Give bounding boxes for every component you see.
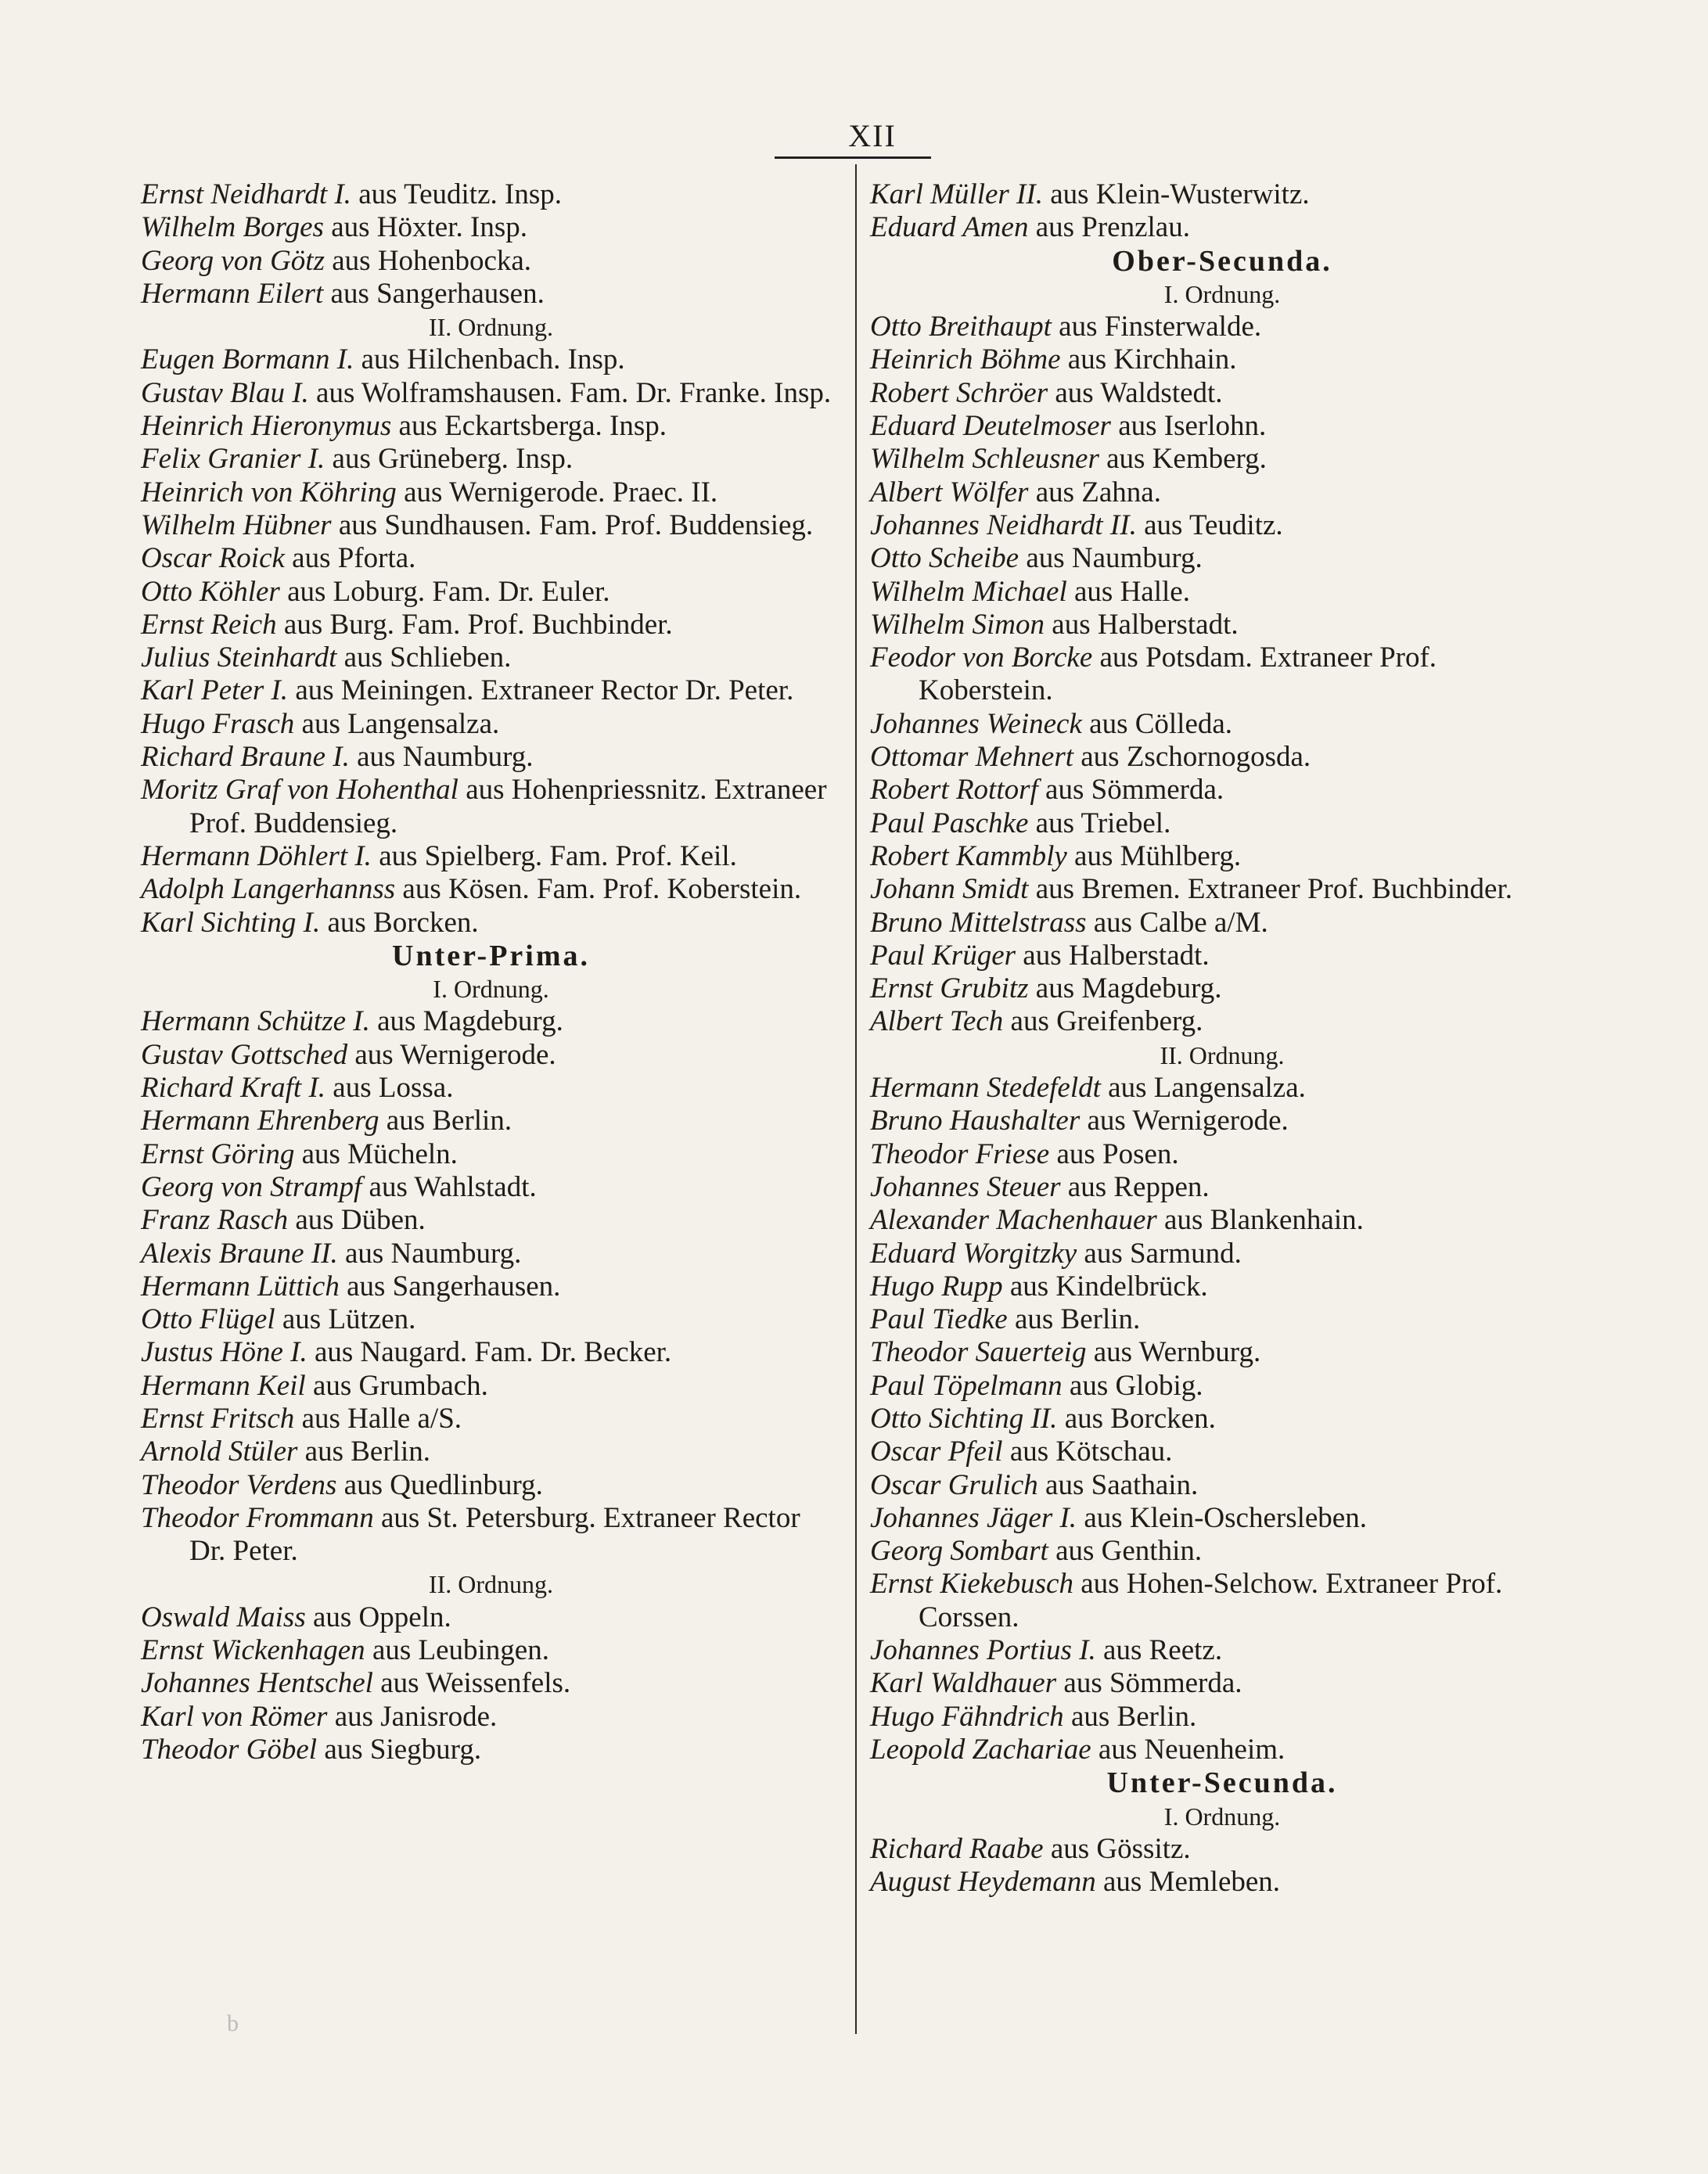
student-name: Otto Breithaupt bbox=[870, 311, 1052, 343]
list-item bbox=[141, 178, 841, 211]
student-origin: aus Sömmerda. bbox=[1045, 774, 1224, 807]
student-origin: aus Langensalza. bbox=[301, 707, 500, 740]
student-name: Paul Paschke bbox=[870, 807, 1029, 839]
student-origin: aus Mücheln. bbox=[301, 1137, 458, 1170]
list-item bbox=[141, 476, 841, 509]
student-origin: aus Loburg. Fam. Dr. Euler. bbox=[287, 575, 610, 608]
student-name: Johannes Neidhardt II. bbox=[870, 508, 1137, 541]
student-origin: aus Reetz. bbox=[1103, 1634, 1223, 1667]
list-item bbox=[141, 410, 841, 443]
student-origin: aus Kemberg. bbox=[1106, 443, 1267, 476]
student-name: Felix Granier I. bbox=[141, 443, 325, 476]
list-item bbox=[141, 609, 841, 641]
student-origin: aus Prenzlau. bbox=[1035, 211, 1190, 244]
student-origin: aus Globig. bbox=[1069, 1369, 1203, 1402]
student-origin: aus Magdeburg. bbox=[1035, 972, 1222, 1005]
list-item bbox=[870, 741, 1574, 774]
list-item bbox=[870, 1833, 1574, 1866]
student-origin: aus Gössitz. bbox=[1050, 1832, 1191, 1865]
student-name: Otto Sichting II. bbox=[870, 1402, 1058, 1435]
student-origin: aus Borcken. bbox=[1064, 1402, 1216, 1435]
list-item bbox=[870, 509, 1574, 542]
student-origin: aus Oppeln. bbox=[312, 1601, 451, 1633]
list-item bbox=[870, 1336, 1574, 1369]
list-item bbox=[141, 1270, 841, 1303]
student-origin: aus Mühlberg. bbox=[1074, 839, 1242, 872]
list-item bbox=[870, 1667, 1574, 1700]
student-name: Wilhelm Borges bbox=[141, 211, 324, 244]
list-item bbox=[141, 774, 841, 840]
student-origin: aus Kösen. Fam. Prof. Koberstein. bbox=[402, 873, 802, 906]
student-origin: aus Posen. bbox=[1056, 1137, 1179, 1170]
student-origin: aus Zahna. bbox=[1035, 476, 1161, 508]
student-origin: aus Kötschau. bbox=[1009, 1436, 1173, 1468]
student-origin: aus Halle. bbox=[1074, 575, 1190, 608]
list-item bbox=[870, 873, 1574, 906]
student-name: Justus Höne I. bbox=[141, 1336, 307, 1369]
student-name: Richard Raabe bbox=[870, 1832, 1044, 1865]
list-item bbox=[141, 1171, 841, 1204]
list-item bbox=[141, 1469, 841, 1502]
list-item bbox=[141, 542, 841, 575]
student-name: Hermann Eilert bbox=[141, 277, 324, 310]
student-origin: aus Schlieben. bbox=[343, 641, 512, 674]
student-origin: aus Naumburg. bbox=[344, 1237, 522, 1270]
list-item bbox=[870, 774, 1574, 807]
student-name: Oscar Grulich bbox=[870, 1468, 1038, 1501]
list-item bbox=[141, 674, 841, 707]
list-item bbox=[141, 443, 841, 476]
student-origin: aus Quedlinburg. bbox=[343, 1468, 543, 1501]
list-item bbox=[141, 873, 841, 906]
student-name: Adolph Langerhannss bbox=[141, 873, 396, 906]
student-name: Eduard Worgitzky bbox=[870, 1237, 1077, 1270]
student-origin: aus Berlin. bbox=[386, 1105, 512, 1137]
list-item bbox=[870, 1370, 1574, 1403]
student-origin: aus Grumbach. bbox=[312, 1369, 488, 1402]
student-name: Otto Scheibe bbox=[870, 542, 1019, 575]
student-origin: aus Genthin. bbox=[1055, 1535, 1203, 1568]
student-name: Hugo Rupp bbox=[870, 1270, 1003, 1303]
class-heading: Unter-Secunda. bbox=[1106, 1766, 1338, 1800]
student-origin: aus Leubingen. bbox=[372, 1634, 549, 1667]
list-item bbox=[141, 1105, 841, 1137]
student-origin: aus Klein-Wusterwitz. bbox=[1050, 178, 1310, 210]
student-origin: aus Memleben. bbox=[1103, 1866, 1281, 1899]
student-name: Ernst Neidhardt I. bbox=[141, 178, 351, 210]
student-origin: aus Grüneberg. Insp. bbox=[332, 443, 574, 476]
class-heading: Unter-Prima. bbox=[392, 939, 590, 972]
student-name: August Heydemann bbox=[870, 1866, 1096, 1899]
student-name: Karl Müller II. bbox=[870, 178, 1043, 210]
student-name: Johannes Hentschel bbox=[141, 1667, 373, 1700]
student-name: Franz Rasch bbox=[141, 1204, 289, 1237]
student-name: Johannes Jäger I. bbox=[870, 1501, 1077, 1534]
student-origin: aus Naumburg. bbox=[357, 741, 534, 774]
student-name: Theodor Friese bbox=[870, 1137, 1050, 1170]
student-origin: aus Naugard. Fam. Dr. Becker. bbox=[314, 1336, 672, 1369]
student-name: Paul Töpelmann bbox=[870, 1369, 1063, 1402]
student-origin: aus Berlin. bbox=[1014, 1303, 1141, 1336]
order-subheading: II. Ordnung. bbox=[428, 313, 554, 342]
student-origin: aus Sundhausen. Fam. Prof. Buddensieg. bbox=[338, 508, 814, 541]
student-origin: aus Wernburg. bbox=[1093, 1336, 1261, 1369]
student-origin: aus Halberstadt. bbox=[1023, 939, 1210, 972]
student-name: Ottomar Mehnert bbox=[870, 741, 1073, 774]
order-subheading: II. Ordnung. bbox=[428, 1570, 554, 1599]
student-origin: aus Neuenheim. bbox=[1098, 1733, 1285, 1766]
list-item bbox=[870, 178, 1574, 211]
student-name: Ernst Grubitz bbox=[870, 972, 1029, 1005]
student-origin: aus Berlin. bbox=[304, 1436, 430, 1468]
list-item bbox=[141, 1734, 841, 1766]
list-item bbox=[870, 443, 1574, 476]
student-name: Robert Kammbly bbox=[870, 839, 1067, 872]
student-name: Hermann Keil bbox=[141, 1369, 306, 1402]
list-item bbox=[141, 245, 841, 278]
student-name: Hugo Fähndrich bbox=[870, 1700, 1064, 1733]
student-origin: aus Eckartsberga. Insp. bbox=[398, 410, 667, 443]
student-origin: aus Borcken. bbox=[327, 906, 479, 939]
student-origin: aus Cölleda. bbox=[1089, 707, 1233, 740]
order-subheading: I. Ordnung. bbox=[1163, 1802, 1281, 1831]
list-item bbox=[870, 641, 1574, 708]
list-item bbox=[870, 1866, 1574, 1899]
student-name: Ernst Wickenhagen bbox=[141, 1634, 365, 1667]
student-name: Karl von Römer bbox=[141, 1700, 328, 1733]
student-origin: aus Pforta. bbox=[292, 542, 416, 575]
list-item bbox=[141, 1303, 841, 1336]
list-item bbox=[870, 1436, 1574, 1468]
student-origin: aus Düben. bbox=[295, 1204, 426, 1237]
student-name: Johannes Portius I. bbox=[870, 1634, 1096, 1667]
list-item bbox=[870, 476, 1574, 509]
list-item bbox=[141, 1403, 841, 1436]
student-name: Heinrich Hieronymus bbox=[141, 410, 392, 443]
student-name: Albert Tech bbox=[870, 1005, 1004, 1038]
student-origin: aus Halle a/S. bbox=[301, 1402, 462, 1435]
list-item bbox=[870, 807, 1574, 840]
list-item bbox=[141, 1667, 841, 1700]
student-name: Leopold Zachariae bbox=[870, 1733, 1091, 1766]
student-name: Bruno Haushalter bbox=[870, 1105, 1081, 1137]
list-item bbox=[141, 1436, 841, 1468]
list-item bbox=[870, 1171, 1574, 1204]
student-origin: aus Sangerhausen. bbox=[330, 277, 545, 310]
list-item bbox=[870, 343, 1574, 376]
student-name: Karl Peter I. bbox=[141, 674, 289, 707]
student-origin: aus St. Petersburg. Extraneer Rector Dr. Peter. bbox=[189, 1501, 800, 1568]
list-item bbox=[870, 377, 1574, 410]
student-name: Hermann Stedefeldt bbox=[870, 1072, 1101, 1105]
student-origin: aus Höxter. Insp. bbox=[331, 211, 527, 244]
student-name: Wilhelm Michael bbox=[870, 575, 1067, 608]
student-name: Johann Smidt bbox=[870, 873, 1029, 906]
list-item bbox=[870, 1204, 1574, 1237]
list-item bbox=[870, 609, 1574, 641]
list-item bbox=[141, 1039, 841, 1072]
student-name: Arnold Stüler bbox=[141, 1436, 298, 1468]
list-item bbox=[141, 1370, 841, 1403]
left-column bbox=[141, 178, 841, 1766]
student-origin: aus Meiningen. Extraneer Rector Dr. Peter. bbox=[295, 674, 794, 707]
student-name: Bruno Mittelstrass bbox=[870, 906, 1087, 939]
student-name: Johannes Weineck bbox=[870, 707, 1082, 740]
list-item bbox=[141, 343, 841, 376]
list-item bbox=[870, 1502, 1574, 1535]
list-item bbox=[870, 311, 1574, 343]
student-name: Richard Kraft I. bbox=[141, 1072, 326, 1105]
list-item bbox=[141, 509, 841, 542]
student-name: Otto Flügel bbox=[141, 1303, 275, 1336]
student-origin: aus Wernigerode. bbox=[1087, 1105, 1289, 1137]
student-origin: aus Blankenhain. bbox=[1164, 1204, 1364, 1237]
page-number: XII bbox=[848, 118, 897, 153]
right-column bbox=[870, 178, 1574, 1899]
student-name: Theodor Frommann bbox=[141, 1501, 374, 1534]
list-item bbox=[870, 542, 1574, 575]
student-name: Georg von Strampf bbox=[141, 1170, 362, 1203]
student-name: Albert Wölfer bbox=[870, 476, 1029, 508]
list-item bbox=[141, 1502, 841, 1569]
student-origin: aus Spielberg. Fam. Prof. Keil. bbox=[379, 839, 737, 872]
student-origin: aus Janisrode. bbox=[334, 1700, 498, 1733]
student-origin: aus Teuditz. bbox=[1144, 508, 1283, 541]
list-item bbox=[141, 1601, 841, 1634]
student-name: Ernst Reich bbox=[141, 608, 277, 641]
student-name: Oscar Roick bbox=[141, 542, 285, 575]
student-origin: aus Hohenbocka. bbox=[332, 244, 532, 277]
student-name: Theodor Göbel bbox=[141, 1733, 318, 1766]
student-origin: aus Wolframshausen. Fam. Dr. Franke. Insp. bbox=[316, 376, 832, 409]
list-item bbox=[141, 1336, 841, 1369]
list-item bbox=[141, 708, 841, 741]
student-origin: aus Reppen. bbox=[1067, 1170, 1210, 1203]
list-item bbox=[870, 1701, 1574, 1734]
list-item bbox=[141, 1701, 841, 1734]
student-origin: aus Halberstadt. bbox=[1052, 608, 1239, 641]
student-name: Moritz Graf von Hohenthal bbox=[141, 774, 458, 807]
student-name: Wilhelm Simon bbox=[870, 608, 1045, 641]
list-item bbox=[141, 1138, 841, 1171]
list-item bbox=[141, 907, 841, 940]
list-item bbox=[141, 576, 841, 609]
list-item bbox=[141, 1634, 841, 1667]
list-item bbox=[870, 1270, 1574, 1303]
student-origin: aus Kindelbrück. bbox=[1009, 1270, 1208, 1303]
list-item bbox=[870, 1403, 1574, 1436]
list-item bbox=[870, 940, 1574, 972]
list-item bbox=[141, 641, 841, 674]
student-name: Ernst Göring bbox=[141, 1137, 295, 1170]
student-origin: aus Sarmund. bbox=[1084, 1237, 1242, 1270]
student-name: Otto Köhler bbox=[141, 575, 280, 608]
list-item bbox=[141, 1072, 841, 1105]
list-item bbox=[141, 377, 841, 410]
student-origin: aus Potsdam. Extraneer Prof. Koberstein. bbox=[919, 641, 1437, 707]
student-origin: aus Triebel. bbox=[1035, 807, 1171, 839]
list-item bbox=[870, 1238, 1574, 1270]
student-name: Robert Rottorf bbox=[870, 774, 1038, 807]
student-name: Alexander Machenhauer bbox=[870, 1204, 1157, 1237]
list-item bbox=[141, 840, 841, 873]
student-name: Hermann Döhlert I. bbox=[141, 839, 372, 872]
student-name: Wilhelm Schleusner bbox=[870, 443, 1099, 476]
header-rule bbox=[775, 156, 931, 159]
student-origin: aus Wernigerode. bbox=[354, 1038, 556, 1071]
list-item bbox=[870, 576, 1574, 609]
student-name: Feodor von Borcke bbox=[870, 641, 1093, 674]
student-name: Paul Krüger bbox=[870, 939, 1016, 972]
list-item bbox=[870, 1634, 1574, 1667]
list-item bbox=[870, 840, 1574, 873]
list-item bbox=[141, 1204, 841, 1237]
student-name: Georg von Götz bbox=[141, 244, 325, 277]
list-item bbox=[870, 1105, 1574, 1137]
student-name: Eugen Bormann I. bbox=[141, 343, 354, 376]
order-subheading: I. Ordnung. bbox=[1163, 279, 1281, 308]
signature-mark: b bbox=[227, 2011, 239, 2036]
student-name: Gustav Blau I. bbox=[141, 376, 309, 409]
student-origin: aus Klein-Oschersleben. bbox=[1084, 1501, 1367, 1534]
student-origin: aus Iserlohn. bbox=[1118, 410, 1267, 443]
list-item bbox=[870, 972, 1574, 1005]
student-name: Hermann Lüttich bbox=[141, 1270, 340, 1303]
student-name: Eduard Deutelmoser bbox=[870, 410, 1111, 443]
student-origin: aus Calbe a/M. bbox=[1093, 906, 1268, 939]
student-name: Karl Sichting I. bbox=[141, 906, 321, 939]
student-origin: aus Burg. Fam. Prof. Buchbinder. bbox=[283, 608, 673, 641]
list-item bbox=[141, 211, 841, 244]
student-origin: aus Kirchhain. bbox=[1067, 343, 1237, 376]
student-name: Johannes Steuer bbox=[870, 1170, 1061, 1203]
list-item bbox=[141, 741, 841, 774]
student-origin: aus Langensalza. bbox=[1108, 1072, 1306, 1105]
student-name: Julius Steinhardt bbox=[141, 641, 337, 674]
list-item bbox=[141, 1005, 841, 1038]
student-origin: aus Lützen. bbox=[282, 1303, 416, 1336]
order-subheading: II. Ordnung. bbox=[1160, 1040, 1285, 1069]
class-heading: Ober-Secunda. bbox=[1112, 244, 1332, 278]
student-name: Theodor Sauerteig bbox=[870, 1336, 1087, 1369]
student-name: Oswald Maiss bbox=[141, 1601, 306, 1633]
order-subheading: I. Ordnung. bbox=[433, 975, 549, 1004]
student-name: Hermann Schütze I. bbox=[141, 1005, 370, 1038]
student-origin: aus Sangerhausen. bbox=[347, 1270, 561, 1303]
student-name: Gustav Gottsched bbox=[141, 1038, 348, 1071]
student-origin: aus Finsterwalde. bbox=[1059, 311, 1262, 343]
student-name: Hermann Ehrenberg bbox=[141, 1105, 379, 1137]
student-origin: aus Berlin. bbox=[1070, 1700, 1197, 1733]
column-divider bbox=[855, 164, 857, 2034]
student-name: Karl Waldhauer bbox=[870, 1667, 1057, 1700]
list-item bbox=[870, 1734, 1574, 1766]
student-name: Heinrich Böhme bbox=[870, 343, 1061, 376]
student-name: Ernst Fritsch bbox=[141, 1402, 295, 1435]
student-origin: aus Sömmerda. bbox=[1063, 1667, 1242, 1700]
list-item bbox=[870, 1303, 1574, 1336]
student-origin: aus Greifenberg. bbox=[1010, 1005, 1203, 1038]
student-name: Theodor Verdens bbox=[141, 1468, 337, 1501]
list-item bbox=[870, 708, 1574, 741]
student-origin: aus Waldstedt. bbox=[1055, 376, 1223, 409]
list-item bbox=[870, 907, 1574, 940]
list-item bbox=[870, 1469, 1574, 1502]
student-origin: aus Wahlstadt. bbox=[369, 1170, 537, 1203]
student-name: Alexis Braune II. bbox=[141, 1237, 338, 1270]
student-name: Georg Sombart bbox=[870, 1535, 1048, 1568]
student-origin: aus Naumburg. bbox=[1026, 542, 1203, 575]
list-item bbox=[870, 1005, 1574, 1038]
student-origin: aus Hohen-Selchow. Extraneer Prof. Corssen. bbox=[919, 1568, 1503, 1633]
student-name: Robert Schröer bbox=[870, 376, 1048, 409]
student-origin: aus Hohenpriessnitz. Extraneer Prof. Buddensieg. bbox=[189, 774, 827, 839]
student-origin: aus Lossa. bbox=[333, 1072, 454, 1105]
student-origin: aus Hilchenbach. Insp. bbox=[361, 343, 625, 376]
student-origin: aus Weissenfels. bbox=[380, 1667, 571, 1700]
list-item bbox=[141, 278, 841, 311]
student-name: Eduard Amen bbox=[870, 211, 1029, 244]
student-origin: aus Wernigerode. Praec. II. bbox=[404, 476, 718, 508]
student-origin: aus Bremen. Extraneer Prof. Buchbinder. bbox=[1035, 873, 1512, 906]
student-name: Ernst Kiekebusch bbox=[870, 1568, 1073, 1601]
student-name: Wilhelm Hübner bbox=[141, 508, 332, 541]
student-name: Oscar Pfeil bbox=[870, 1436, 1003, 1468]
list-item bbox=[141, 1238, 841, 1270]
student-origin: aus Zschornogosda. bbox=[1081, 741, 1311, 774]
list-item bbox=[870, 1072, 1574, 1105]
list-item bbox=[870, 1535, 1574, 1568]
list-item bbox=[870, 1138, 1574, 1171]
student-name: Hugo Frasch bbox=[141, 707, 295, 740]
student-name: Heinrich von Köhring bbox=[141, 476, 397, 508]
student-origin: aus Teuditz. Insp. bbox=[358, 178, 562, 210]
student-name: Richard Braune I. bbox=[141, 741, 350, 774]
list-item bbox=[870, 1568, 1574, 1634]
list-item bbox=[870, 211, 1574, 244]
student-name: Paul Tiedke bbox=[870, 1303, 1008, 1336]
list-item bbox=[870, 410, 1574, 443]
student-origin: aus Siegburg. bbox=[324, 1733, 482, 1766]
student-origin: aus Saathain. bbox=[1045, 1468, 1199, 1501]
student-origin: aus Magdeburg. bbox=[377, 1005, 563, 1038]
